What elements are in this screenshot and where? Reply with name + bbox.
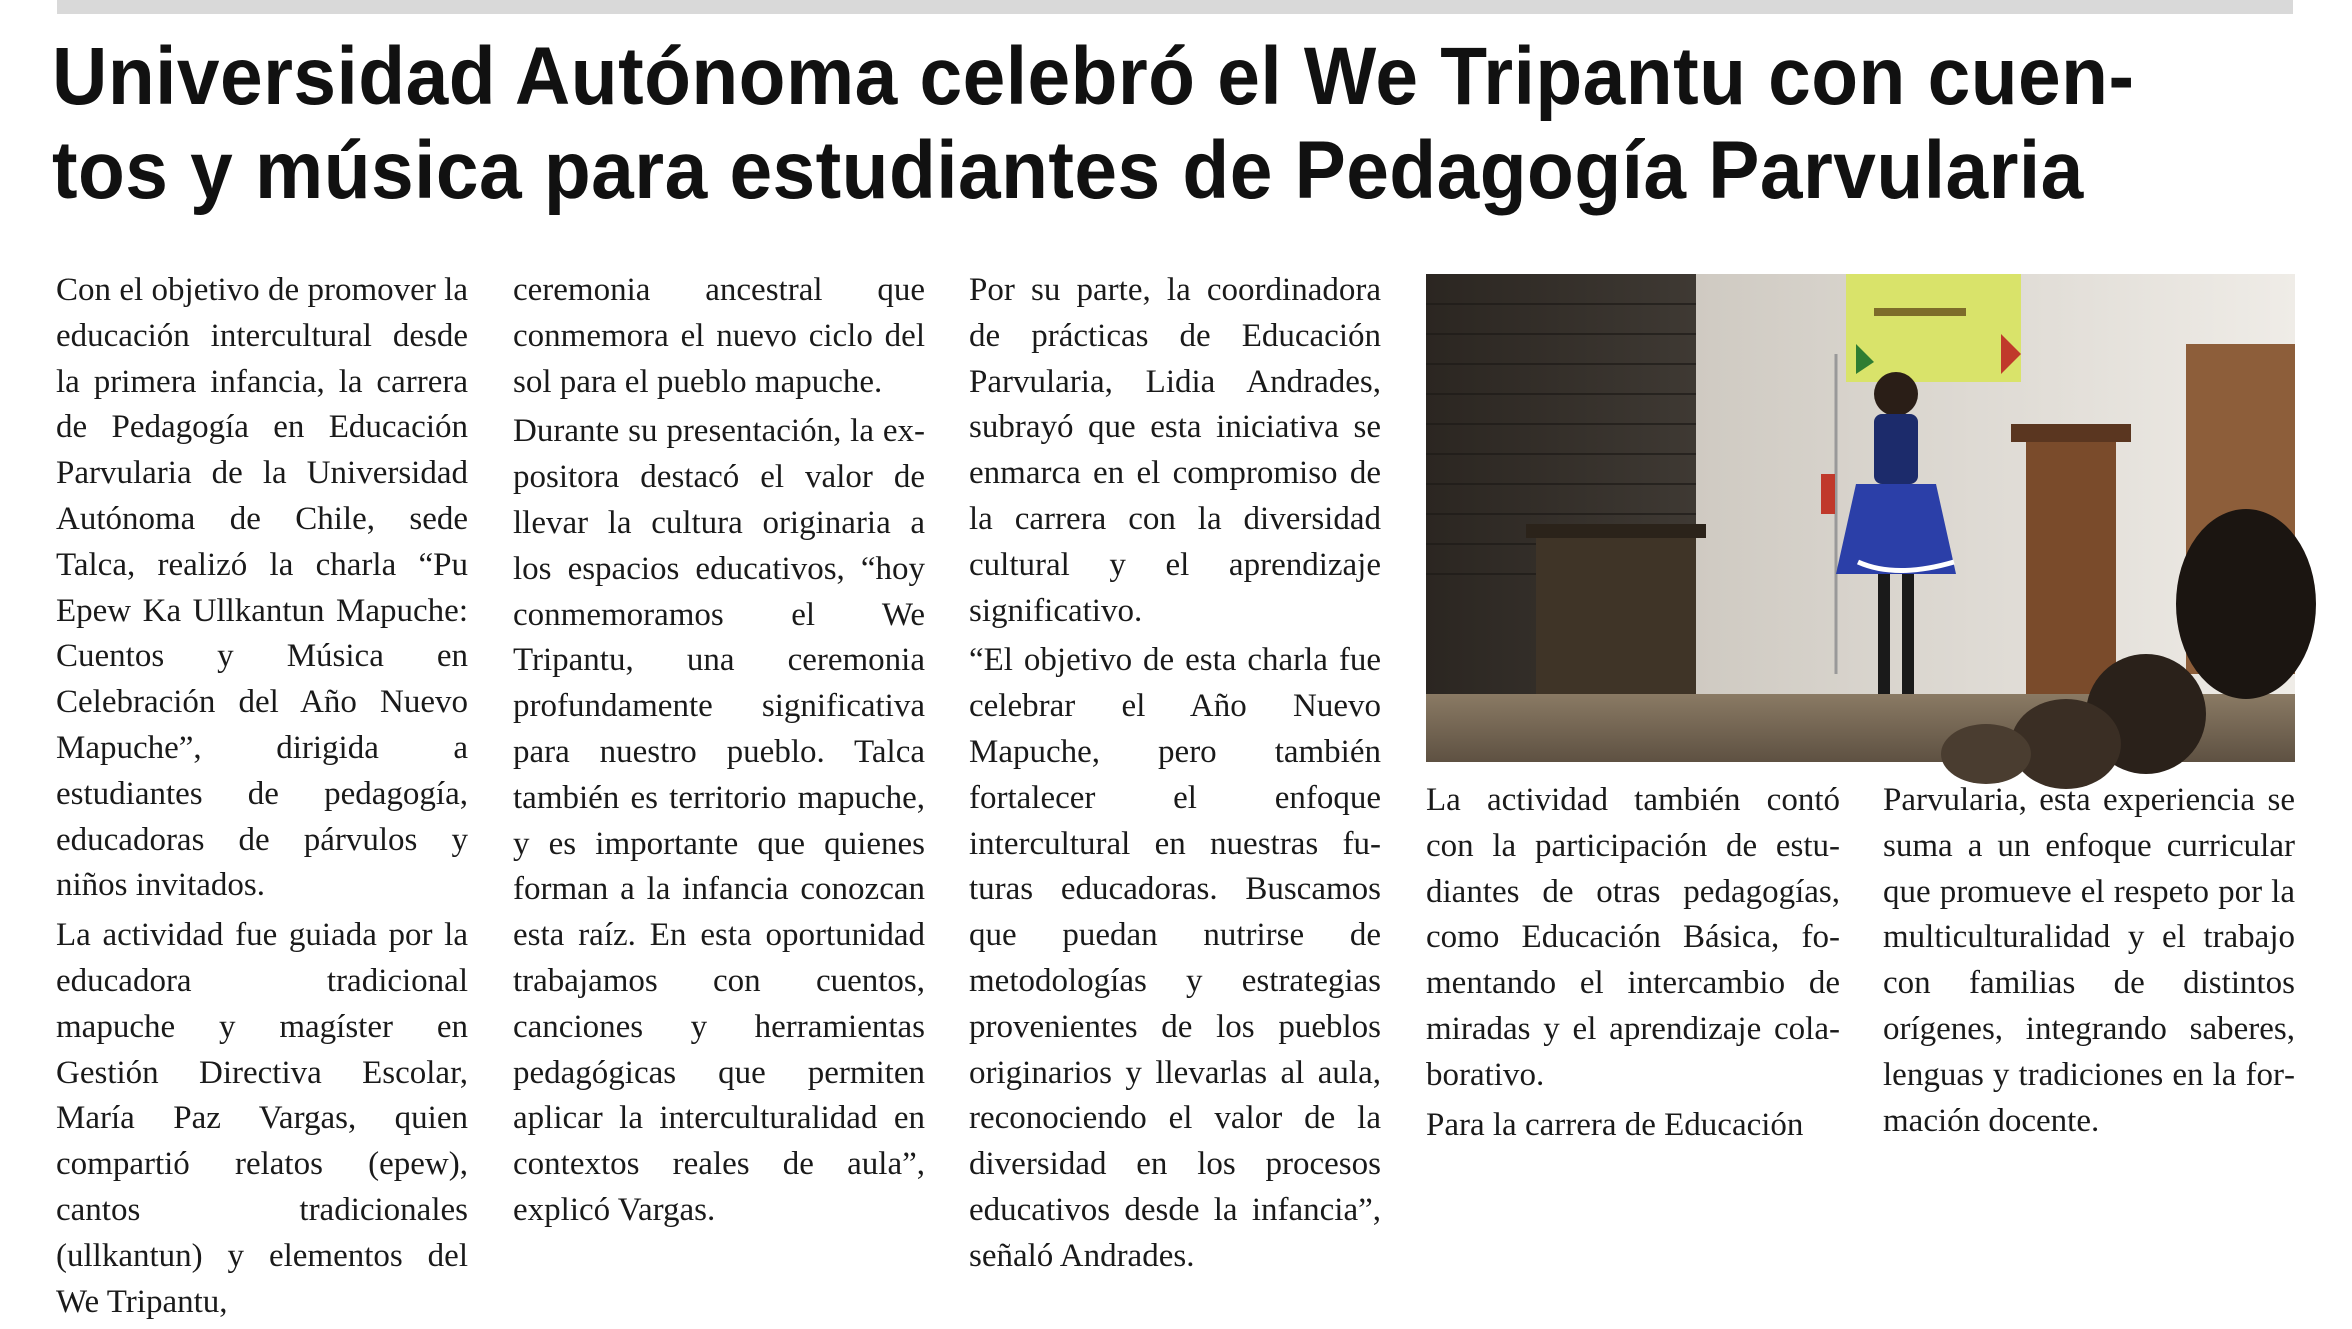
- paragraph: “El objetivo de esta charla fue celebrar el Año Nuevo Mapuche, pero también fortalecer el enfoque intercultural en nuestras futuras educadoras. Buscamos que puedan nutrirse de metodologías y estrategias provenientes de los pueblos originarios y llevarlas al aula, reconociendo el valor de la diversidad en los procesos educativos desde la infancia”, señaló Andrades.: [969, 642, 1381, 1274]
- paragraph: Con el objetivo de promover la educación intercultural desde la primera infancia, la carrera de Pedagogía en Educación Parvularia de la Universidad Autónoma de Chile, sede Talca, realizó la charla “Pu Epew Ka Ullkantun Mapuche: Cuentos y Música en Celebración del Año Nuevo Mapuche”, dirigida a estudiantes de pedagogía, educadoras de párvulos y niños invitados.: [56, 272, 468, 904]
- headline-line-1: Universidad Autónoma celebró el We Tripantu con cuen-: [52, 31, 2135, 122]
- paragraph: La actividad fue guiada por la educadora tradicional mapuche y magíster en Gestión Directiva Escolar, María Paz Vargas, quien compartió relatos (epew), cantos tradicionales (ullkantun) y elementos del We Tripantu,: [56, 917, 468, 1320]
- article-photo: [1426, 274, 2295, 762]
- headline: [52, 30, 2156, 218]
- article-column-2: [513, 268, 925, 1238]
- paragraph: ceremonia ancestral que conmemora el nuevo ciclo del sol para el pueblo mapuche.: [513, 272, 925, 400]
- paragraph: Para la carrera de Educación: [1426, 1106, 1804, 1143]
- paragraph: Por su parte, la coordinadora de prácticas de Educación Parvularia, Lidia Andrades, subrayó que esta iniciativa se enmarca en el compromiso de la carrera con la diversidad cultural y el aprendizaje significativo.: [969, 272, 1381, 629]
- article-column-4: [1426, 778, 1840, 1152]
- paragraph: Parvularia, esta experiencia se suma a un enfoque curricular que promueve el respeto por la multiculturalidad y el trabajo con familias de distintos orígenes, integrando saberes, lenguas y tradiciones en la formación docente.: [1883, 782, 2295, 1139]
- article-column-3: [969, 268, 1381, 1284]
- headline-line-2: tos y música para estudiantes de Pedagogía Parvularia: [52, 125, 2084, 216]
- article-column-1: [56, 268, 468, 1329]
- photo-of-presenter-icon: [1426, 274, 2295, 762]
- article-column-5: [1883, 778, 2295, 1148]
- paragraph: Durante su presentación, la expositora destacó el valor de llevar la cultura originaria a los espacios educativos, “hoy conmemoramos el We Tripantu, una ceremonia profundamente significativa para nuestro pueblo. Talca también es territorio mapuche, y es importante que quienes forman a la infancia conozcan esta raíz. En esta oportunidad trabajamos con cuentos, canciones y herramientas pedagógicas que permiten aplicar la interculturalidad en contextos reales de aula”, explicó Vargas.: [513, 413, 925, 1228]
- paragraph: La actividad también contó con la participación de estudiantes de otras pedagogías, como Educación Básica, fomentando el intercambio de miradas y el aprendizaje colaborativo.: [1426, 782, 1840, 1093]
- top-rule: [57, 0, 2293, 14]
